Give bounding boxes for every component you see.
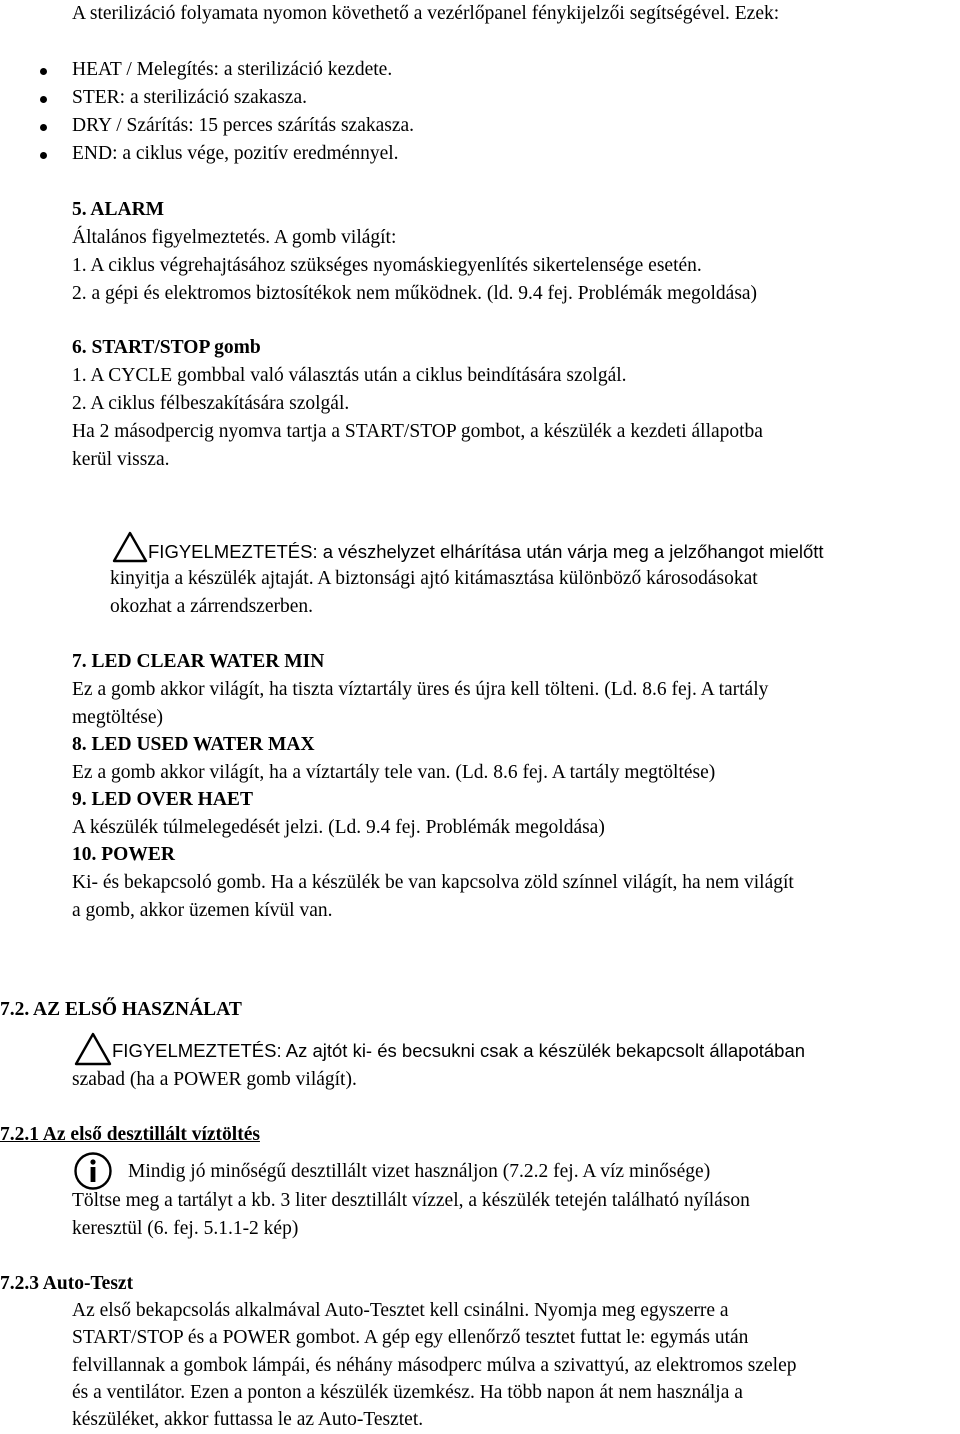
distilled-line-2: keresztül (6. fej. 5.1.1-2 kép): [72, 1218, 299, 1239]
power-heading: 10. POWER: [72, 844, 175, 865]
power-line-2: a gomb, akkor üzemen kívül van.: [72, 900, 333, 921]
bullet-heat: HEAT / Melegítés: a sterilizáció kezdete.: [72, 59, 393, 80]
led-clear-line-2: megtöltése): [72, 707, 163, 728]
bullet-icon: [40, 68, 47, 75]
warning-1-line-2: kinyitja a készülék ajtaját. A biztonsági ajtó kitámasztása különböző károsodásokat: [110, 568, 758, 589]
intro-text: A sterilizáció folyamata nyomon követhető a vezérlőpanel fénykijelzői segítségével. Ezek:: [72, 3, 780, 24]
bullet-ster: STER: a sterilizáció szakasza.: [72, 87, 307, 108]
distilled-heading: [0, 1121, 260, 1149]
first-use-warning-line-2: szabad (ha a POWER gomb világít).: [72, 1069, 357, 1090]
distilled-info: Mindig jó minőségű desztillált vizet használjon (7.2.2 fej. A víz minősége): [128, 1161, 711, 1182]
startstop-heading: 6. START/STOP gomb: [72, 337, 261, 358]
startstop-item-2: 2. A ciklus félbeszakítására szolgál.: [72, 393, 350, 414]
startstop-line-4: kerül vissza.: [72, 449, 170, 470]
power-line-1: Ki- és bekapcsoló gomb. Ha a készülék be van kapcsolva zöld színnel világít, ha nem világít: [72, 872, 794, 893]
bullet-icon: [40, 124, 47, 131]
startstop-item-1: 1. A CYCLE gombbal való választás után a ciklus beindítására szolgál.: [72, 365, 627, 386]
bullet-dry: DRY / Szárítás: 15 perces szárítás szakasza.: [72, 115, 415, 136]
autotest-line-4: és a ventilátor. Ezen a ponton a készülék üzemkész. Ha több napon át nem használja a: [72, 1382, 743, 1403]
led-clear-line-1: Ez a gomb akkor világít, ha tiszta víztartály üres és újra kell tölteni. (Ld. 8.6 fej. A tartály: [72, 679, 769, 700]
bullet-icon: [40, 152, 47, 159]
led-used-heading: 8. LED USED WATER MAX: [72, 734, 315, 755]
led-clear-heading: 7. LED CLEAR WATER MIN: [72, 651, 325, 672]
startstop-line-3: Ha 2 másodpercig nyomva tartja a START/STOP gombot, a készülék a kezdeti állapotba: [72, 421, 763, 442]
warning-1-line-3: okozhat a zárrendszerben.: [110, 596, 314, 617]
alarm-heading: 5. ALARM: [72, 199, 165, 220]
alarm-intro: Általános figyelmeztetés. A gomb világít:: [72, 227, 397, 248]
warning-1-line-1: FIGYELMEZTETÉS: a vészhelyzet elhárítása után várja meg a jelzőhangot mielőtt: [148, 541, 824, 562]
bullet-icon: [40, 96, 47, 103]
led-used-line-1: Ez a gomb akkor világít, ha a víztartály tele van. (Ld. 8.6 fej. A tartály megtöltése): [72, 762, 716, 783]
first-use-warning-line-1: FIGYELMEZTETÉS: Az ajtót ki- és becsukni csak a készülék bekapcsolt állapotában: [112, 1040, 806, 1061]
alarm-item-2: 2. a gépi és elektromos biztosítékok nem működnek. (ld. 9.4 fej. Problémák megoldása): [72, 283, 758, 304]
autotest-line-1: Az első bekapcsolás alkalmával Auto-Tesztet kell csinálni. Nyomja meg egyszerre a: [72, 1300, 729, 1321]
info-icon: [73, 1151, 113, 1191]
warning-triangle-icon: [112, 531, 148, 563]
bullet-end: END: a ciklus vége, pozitív eredménnyel.: [72, 143, 399, 164]
distilled-line-1: Töltse meg a tartályt a kb. 3 liter desztillált vízzel, a készülék tetején található nyíláson: [72, 1190, 750, 1211]
autotest-heading: 7.2.3 Auto-Teszt: [0, 1273, 134, 1294]
alarm-item-1: 1. A ciklus végrehajtásához szükséges nyomáskiegyenlítés sikertelensége esetén.: [72, 255, 702, 276]
warning-triangle-icon: [74, 1032, 112, 1066]
autotest-line-5: készüléket, akkor futtassa le az Auto-Tesztet.: [72, 1409, 424, 1430]
led-over-heading: 9. LED OVER HAET: [72, 789, 253, 810]
led-over-line-1: A készülék túlmelegedését jelzi. (Ld. 9.4 fej. Problémák megoldása): [72, 817, 605, 838]
autotest-line-2: START/STOP és a POWER gombot. A gép egy ellenőrző tesztet futtat le: egymás után: [72, 1327, 749, 1348]
distilled-heading-text: 7.2.1 Az első desztillált víztöltés: [0, 1124, 260, 1145]
autotest-line-3: felvillannak a gombok lámpái, és néhány másodperc múlva a szivattyú, az elektromos szelep: [72, 1355, 797, 1376]
first-use-heading: 7.2. AZ ELSŐ HASZNÁLAT: [0, 999, 242, 1020]
